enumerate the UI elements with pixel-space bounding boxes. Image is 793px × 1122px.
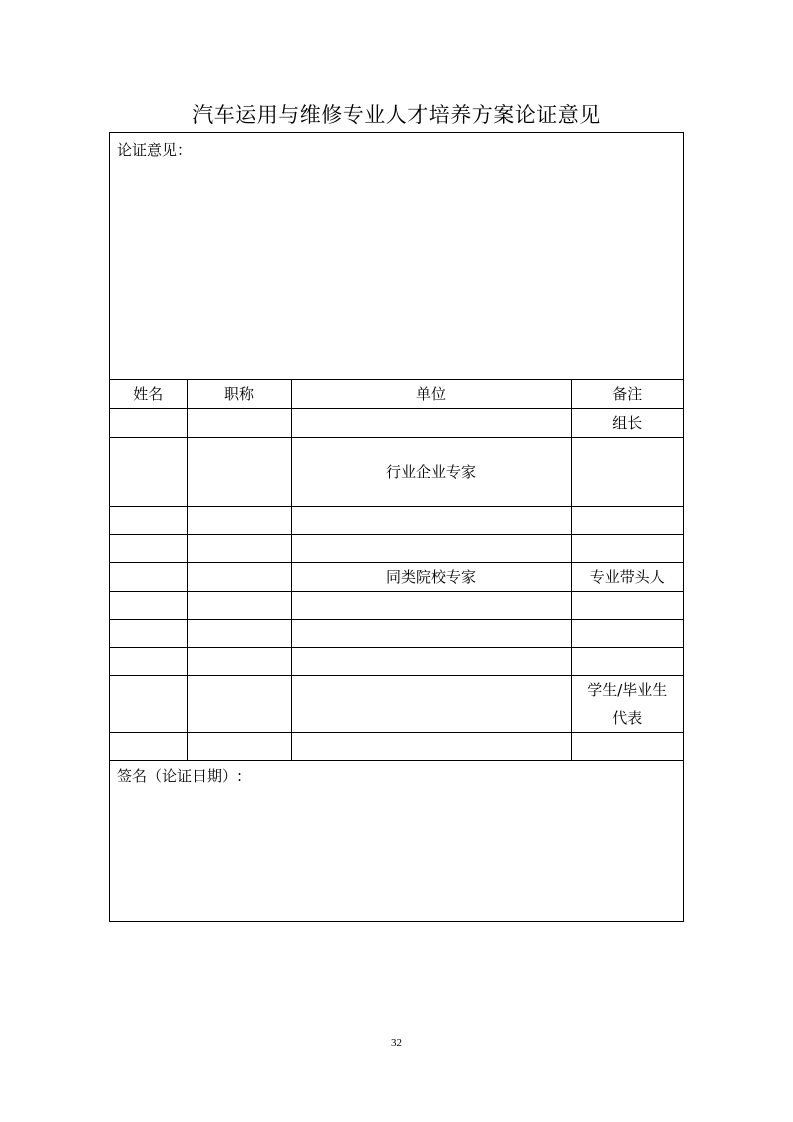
signature-label: 签名（论证日期）:	[117, 767, 243, 785]
table-row	[110, 592, 683, 620]
page-number: 32	[391, 1037, 402, 1049]
cell-note: 组长	[571, 409, 683, 438]
cell-rank	[187, 507, 291, 535]
table-row	[110, 676, 683, 733]
cell-name	[110, 409, 187, 438]
cell-name	[110, 507, 187, 535]
header-rank: 职称	[187, 380, 291, 409]
cell-name	[110, 438, 187, 507]
table-row	[110, 733, 683, 761]
cell-note	[571, 648, 683, 676]
cell-note: 专业带头人	[571, 563, 683, 592]
cell-unit	[291, 648, 571, 676]
page-title: 汽车运用与维修专业人才培养方案论证意见	[192, 103, 601, 127]
cell-unit	[291, 507, 571, 535]
cell-unit	[291, 535, 571, 563]
cell-rank	[187, 648, 291, 676]
cell-note	[571, 438, 683, 507]
opinion-label: 论证意见：	[117, 141, 193, 159]
cell-note	[571, 620, 683, 648]
table-row	[110, 438, 683, 507]
cell-note: 学生/毕业生代表	[571, 676, 683, 733]
table-row	[110, 507, 683, 535]
cell-name	[110, 620, 187, 648]
cell-unit	[291, 620, 571, 648]
cell-unit	[291, 733, 571, 761]
cell-note	[571, 733, 683, 761]
cell-note	[571, 592, 683, 620]
header-unit: 单位	[291, 380, 571, 409]
table-header-row	[110, 380, 683, 409]
table-row	[110, 409, 683, 438]
header-note: 备注	[571, 380, 683, 409]
cell-rank	[187, 676, 291, 733]
cell-name	[110, 648, 187, 676]
opinion-section	[110, 133, 683, 380]
cell-name	[110, 733, 187, 761]
cell-rank	[187, 535, 291, 563]
cell-name	[110, 592, 187, 620]
cell-unit	[291, 409, 571, 438]
cell-rank	[187, 563, 291, 592]
reviewer-table	[110, 380, 683, 761]
cell-rank	[187, 592, 291, 620]
signature-section	[110, 759, 683, 921]
table-row	[110, 563, 683, 592]
table-row	[110, 535, 683, 563]
cell-name	[110, 676, 187, 733]
evaluation-form	[109, 132, 684, 922]
cell-name	[110, 535, 187, 563]
cell-unit: 行业企业专家	[291, 438, 571, 507]
cell-unit	[291, 592, 571, 620]
cell-rank	[187, 409, 291, 438]
cell-unit: 同类院校专家	[291, 563, 571, 592]
table-row	[110, 620, 683, 648]
table-row	[110, 648, 683, 676]
cell-note	[571, 535, 683, 563]
cell-rank	[187, 620, 291, 648]
cell-name	[110, 563, 187, 592]
cell-rank	[187, 733, 291, 761]
header-name: 姓名	[110, 380, 187, 409]
cell-unit	[291, 676, 571, 733]
cell-rank	[187, 438, 291, 507]
cell-note	[571, 507, 683, 535]
